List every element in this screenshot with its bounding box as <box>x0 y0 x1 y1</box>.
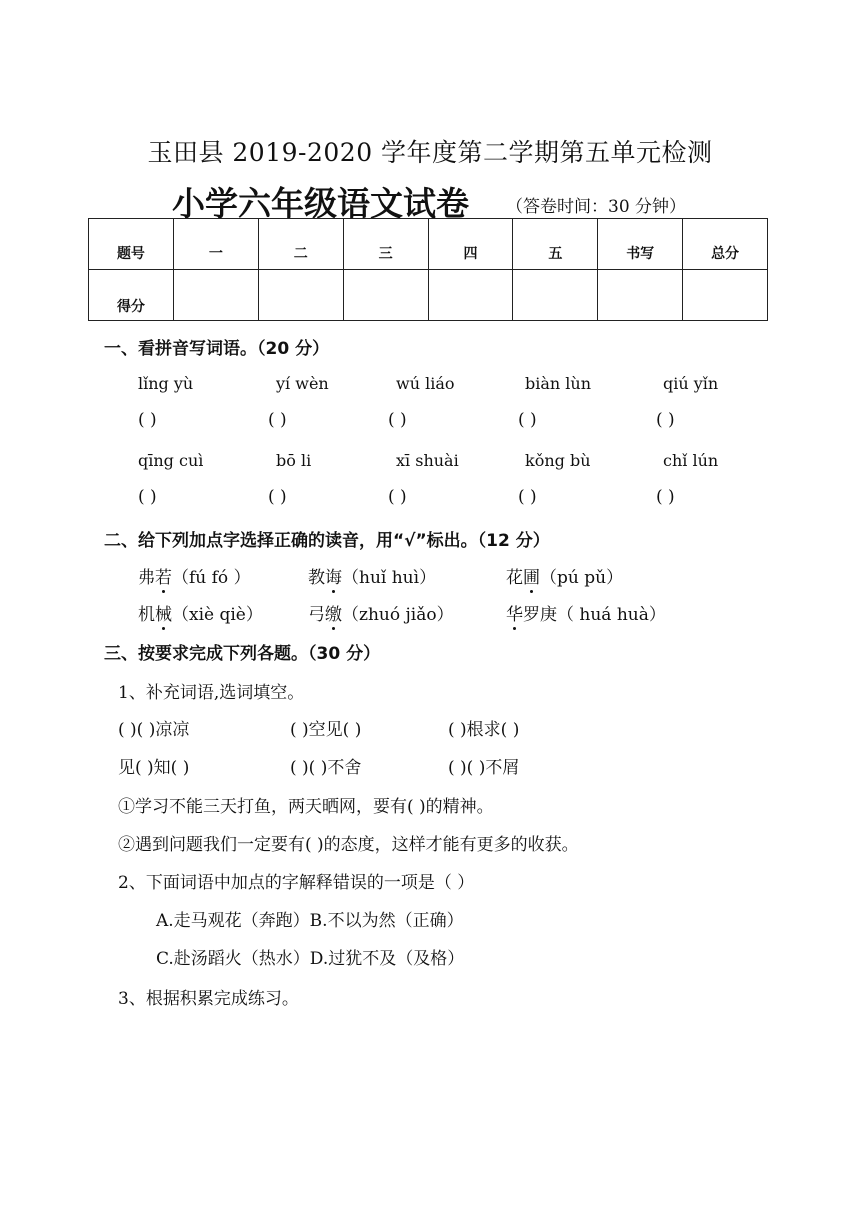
answer-blank[interactable]: ( ) <box>268 410 287 430</box>
item-char: 弓 <box>308 605 325 625</box>
answer-blank[interactable]: ( ) <box>656 487 675 507</box>
pinyin-options: （xiè qiè） <box>172 605 263 625</box>
answer-blank[interactable]: ( ) <box>518 487 537 507</box>
score-table-header-row <box>89 219 768 270</box>
dotted-char: 诲 <box>325 563 342 588</box>
score-cell[interactable] <box>513 270 598 321</box>
reading-item[interactable] <box>308 563 436 588</box>
score-header-cell: 五 <box>513 219 598 270</box>
fill-blank-item[interactable]: ( )( )凉凉 <box>118 720 190 740</box>
question-2-options-cd: C.赴汤蹈火（热水）D.过犹不及（及格） <box>156 949 465 969</box>
answer-blank[interactable]: ( ) <box>518 410 537 430</box>
score-row-label: 得分 <box>89 270 174 321</box>
pinyin-item: yí wèn <box>276 374 329 393</box>
score-header-cell: 二 <box>258 219 343 270</box>
answer-blank[interactable]: ( ) <box>268 487 287 507</box>
pinyin-options: （huǐ huì） <box>342 568 437 588</box>
answer-blank[interactable]: ( ) <box>138 410 157 430</box>
score-header-cell: 四 <box>428 219 513 270</box>
score-cell[interactable] <box>343 270 428 321</box>
reading-item[interactable] <box>308 600 454 625</box>
pinyin-item: wú liáo <box>396 374 455 393</box>
score-cell[interactable] <box>258 270 343 321</box>
fill-blank-item[interactable]: ( )( )不舍 <box>290 758 362 778</box>
section2-title: 二、给下列加点字选择正确的读音，用“√”标出。（12 分） <box>104 531 550 551</box>
item-char: 罗庚 <box>523 605 557 625</box>
score-cell[interactable] <box>683 270 768 321</box>
pinyin-options: （fú fó ） <box>172 568 251 588</box>
pinyin-options: （zhuó jiǎo） <box>342 605 454 625</box>
score-cell[interactable] <box>598 270 683 321</box>
score-header-cell: 题号 <box>89 219 174 270</box>
pinyin-item: qiú yǐn <box>663 374 719 393</box>
dotted-char: 华 <box>506 600 523 625</box>
item-char: 弗 <box>138 568 155 588</box>
sentence-fill-2[interactable]: ②遇到问题我们一定要有( )的态度，这样才能有更多的收获。 <box>118 835 579 855</box>
pinyin-item: kǒng bù <box>525 451 591 470</box>
reading-item[interactable] <box>506 563 623 588</box>
dotted-char: 械 <box>155 600 172 625</box>
exam-time-note: （答卷时间：30 分钟） <box>506 197 687 217</box>
score-cell[interactable] <box>173 270 258 321</box>
reading-item[interactable] <box>138 600 263 625</box>
pinyin-item: xī shuài <box>396 451 459 470</box>
answer-blank[interactable]: ( ) <box>138 487 157 507</box>
fill-blank-item[interactable]: ( )空见( ) <box>290 720 362 740</box>
answer-blank[interactable]: ( ) <box>388 410 407 430</box>
question-2[interactable]: 2、下面词语中加点的字解释错误的一项是（ ） <box>118 873 475 893</box>
dotted-char: 缴 <box>325 600 342 625</box>
reading-item[interactable] <box>138 563 251 588</box>
exam-title-line1: 玉田县 2019-2020 学年度第二学期第五单元检测 <box>147 138 713 167</box>
item-char: 机 <box>138 605 155 625</box>
pinyin-item: chǐ lún <box>663 451 719 470</box>
pinyin-options: （pú pǔ） <box>540 568 624 588</box>
question-1: 1、补充词语,选词填空。 <box>118 683 305 703</box>
fill-blank-item[interactable]: 见( )知( ) <box>118 758 190 778</box>
pinyin-item: qīng cuì <box>138 451 204 470</box>
fill-blank-item[interactable]: ( )( )不屑 <box>448 758 520 778</box>
section1-title: 一、看拼音写词语。（20 分） <box>104 339 330 359</box>
fill-blank-item[interactable]: ( )根求( ) <box>448 720 520 740</box>
score-cell[interactable] <box>428 270 513 321</box>
pinyin-item: bō li <box>276 451 312 470</box>
dotted-char: 圃 <box>523 563 540 588</box>
question-3: 3、根据积累完成练习。 <box>118 989 299 1009</box>
answer-blank[interactable]: ( ) <box>388 487 407 507</box>
score-header-cell: 总分 <box>683 219 768 270</box>
pinyin-item: lǐng yù <box>138 374 194 393</box>
score-header-cell: 三 <box>343 219 428 270</box>
question-2-options-ab: A.走马观花（奔跑）B.不以为然（正确） <box>156 911 464 931</box>
reading-item[interactable] <box>506 600 666 625</box>
section3-title: 三、按要求完成下列各题。（30 分） <box>104 644 381 664</box>
exam-title-main: 小学六年级语文试卷 <box>172 184 469 223</box>
item-char: 花 <box>506 568 523 588</box>
pinyin-item: biàn lùn <box>525 374 592 393</box>
score-header-cell: 书写 <box>598 219 683 270</box>
pinyin-options: （ huá huà） <box>557 605 666 625</box>
answer-blank[interactable]: ( ) <box>656 410 675 430</box>
score-table <box>88 218 768 321</box>
item-char: 教 <box>308 568 325 588</box>
score-header-cell: 一 <box>173 219 258 270</box>
score-table-score-row <box>89 270 768 321</box>
dotted-char: 若 <box>155 563 172 588</box>
sentence-fill-1[interactable]: ①学习不能三天打鱼，两天晒网，要有( )的精神。 <box>118 797 494 817</box>
